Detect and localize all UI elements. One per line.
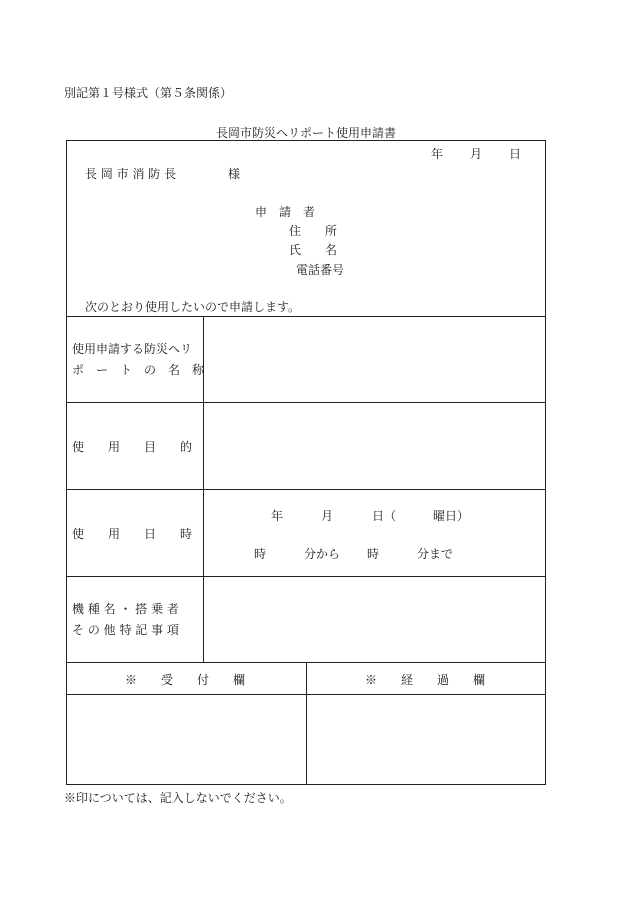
datetime-year: 年 <box>271 509 284 523</box>
divider-header <box>67 316 546 317</box>
document-title: 長岡市防災ヘリポート使用申請書 <box>215 126 396 140</box>
applicant-name-label: 氏 名 <box>289 243 338 257</box>
reception-column-header: ※ 受 付 欄 <box>125 673 246 687</box>
progress-column-header: ※ 経 過 欄 <box>365 673 486 687</box>
divider-row2 <box>67 489 546 490</box>
footnote: ※印については、記入しないでください。 <box>64 791 292 805</box>
application-form <box>66 140 546 785</box>
aircraft-label-line1: 機 種 名 ・ 搭 乗 者 <box>72 602 179 616</box>
datetime-hour-from: 時 <box>254 547 267 561</box>
datetime-day: 日（ <box>372 509 397 523</box>
addressee-name: 長 岡 市 消 防 長 <box>85 167 177 181</box>
application-statement: 次のとおり使用したいので申請します。 <box>85 300 301 314</box>
purpose-label: 使 用 目 的 <box>72 440 193 454</box>
heliport-name-label <box>72 339 204 381</box>
aircraft-label-line2: そ の 他 特 記 事 項 <box>72 623 179 637</box>
applicant-label: 申 請 者 <box>255 205 316 219</box>
datetime-label: 使 用 日 時 <box>72 527 193 541</box>
datetime-minute-from: 分から <box>304 547 341 561</box>
date-month: 月 <box>470 147 483 161</box>
date-day: 日 <box>509 147 522 161</box>
form-id: 別記第１号様式（第５条関係） <box>64 86 233 100</box>
footer-column-divider <box>306 662 307 785</box>
divider-row3 <box>67 576 546 577</box>
heliport-name-label-line2: ポ ー ト の 名 称 <box>72 363 205 377</box>
addressee-honorific: 様 <box>228 167 241 181</box>
divider-row1 <box>67 402 546 403</box>
datetime-minute-to: 分まで <box>417 547 454 561</box>
date-year: 年 <box>431 147 444 161</box>
datetime-month: 月 <box>321 509 334 523</box>
datetime-hour-to: 時 <box>367 547 380 561</box>
datetime-weekday: 曜日） <box>433 509 470 523</box>
applicant-address-label: 住 所 <box>289 224 338 238</box>
heliport-name-label-line1: 使用申請する防災ヘリ <box>72 342 193 356</box>
aircraft-label <box>72 599 179 641</box>
applicant-phone-label: 電話番号 <box>296 263 345 277</box>
